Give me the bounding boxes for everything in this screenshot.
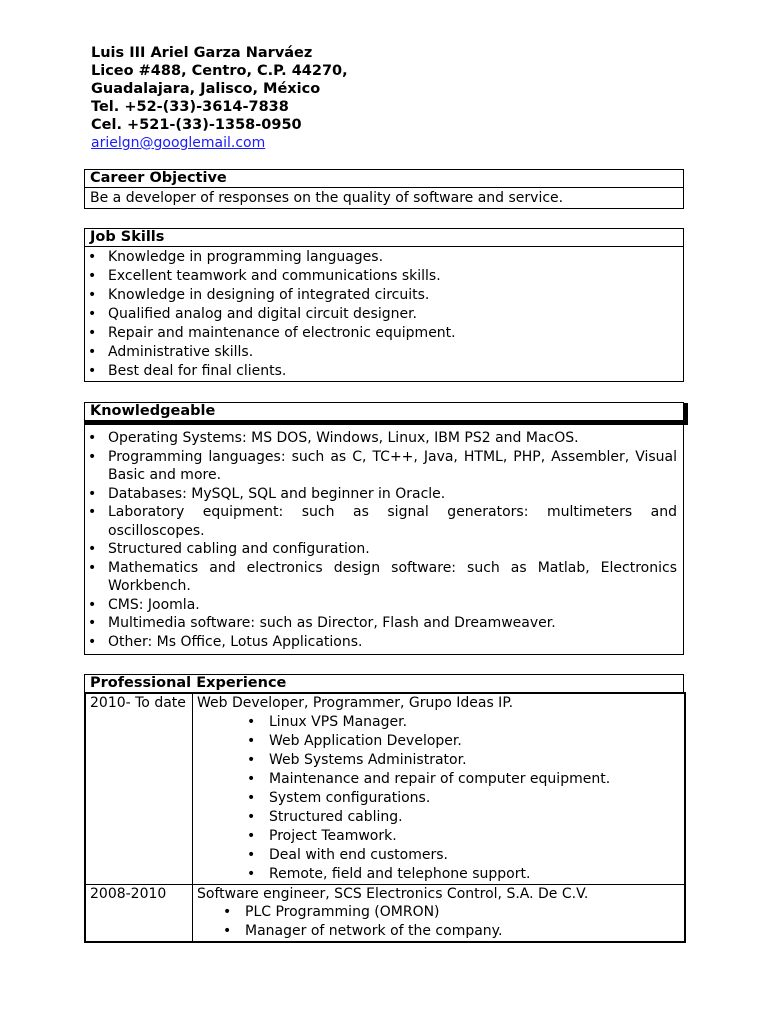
list-item: • Knowledge in designing of integrated circuits. [85, 286, 683, 305]
list-item: • Programming languages: such as C, TC++, Java, HTML, PHP, Assembler, Visual Basic and more. [85, 448, 677, 485]
list-item: • Qualified analog and digital circuit designer. [85, 305, 683, 324]
address-line-2: Guadalajara, Jalisco, México [91, 81, 321, 97]
professional-experience-section [84, 674, 684, 943]
list-item: • Structured cabling and configuration. [85, 540, 677, 559]
job-heading: Web Developer, Programmer, Grupo Ideas IP. [197, 695, 514, 711]
contact-header [91, 44, 348, 152]
experience-table [84, 692, 686, 943]
list-item: • Remote, field and telephone support. [197, 865, 680, 884]
list-item: • Mathematics and electronics design software: such as Matlab, Electronics Workbench. [85, 559, 677, 596]
section-title: Career Objective [85, 170, 683, 188]
job-period: 2010- To date [85, 693, 193, 884]
list-item: • Multimedia software: such as Director, Flash and Dreamweaver. [85, 614, 677, 633]
list-item: • Knowledge in programming languages. [85, 248, 683, 267]
list-item: • Maintenance and repair of computer equipment. [197, 770, 680, 789]
section-title: Knowledgeable [85, 403, 688, 425]
telephone: Tel. +52-(33)-3614-7838 [91, 99, 289, 115]
list-item: • Databases: MySQL, SQL and beginner in Oracle. [85, 485, 677, 504]
section-title: Professional Experience [84, 674, 684, 693]
list-item: • Deal with end customers. [197, 846, 680, 865]
list-item: • Structured cabling. [197, 808, 680, 827]
list-item: • Laboratory equipment: such as signal generators: multimeters and oscilloscopes. [85, 503, 677, 540]
table-row [85, 693, 685, 884]
list-item: • Project Teamwork. [197, 827, 680, 846]
table-row [85, 884, 685, 942]
list-item: • PLC Programming (OMRON) [197, 903, 680, 922]
list-item: • Linux VPS Manager. [197, 713, 680, 732]
job-heading: Software engineer, SCS Electronics Control, S.A. De C.V. [197, 885, 589, 902]
list-item: • CMS: Joomla. [85, 596, 677, 615]
section-title: Job Skills [85, 229, 683, 247]
list-item: • Other: Ms Office, Lotus Applications. [85, 633, 677, 652]
address-line-1: Liceo #488, Centro, C.P. 44270, [91, 63, 348, 79]
job-details [193, 693, 686, 884]
cellphone: Cel. +521-(33)-1358-0950 [91, 117, 302, 133]
career-objective-text: Be a developer of responses on the quality of software and service. [90, 190, 564, 206]
applicant-name: Luis III Ariel Garza Narváez [91, 45, 313, 61]
job-details [193, 884, 686, 942]
job-skills-section [84, 228, 684, 382]
email-link[interactable]: arielgn@googlemail.com [91, 135, 266, 151]
knowledgeable-section [84, 402, 684, 655]
job-period: 2008-2010 [85, 884, 193, 942]
list-item: • Operating Systems: MS DOS, Windows, Linux, IBM PS2 and MacOS. [85, 429, 677, 448]
list-item: • Best deal for final clients. [85, 362, 683, 381]
list-item: • Excellent teamwork and communications skills. [85, 267, 683, 286]
list-item: • System configurations. [197, 789, 680, 808]
list-item: • Administrative skills. [85, 343, 683, 362]
list-item: • Manager of network of the company. [197, 922, 680, 941]
list-item: • Web Systems Administrator. [197, 751, 680, 770]
career-objective-section [84, 169, 684, 209]
list-item: • Web Application Developer. [197, 732, 680, 751]
list-item: • Repair and maintenance of electronic equipment. [85, 324, 683, 343]
